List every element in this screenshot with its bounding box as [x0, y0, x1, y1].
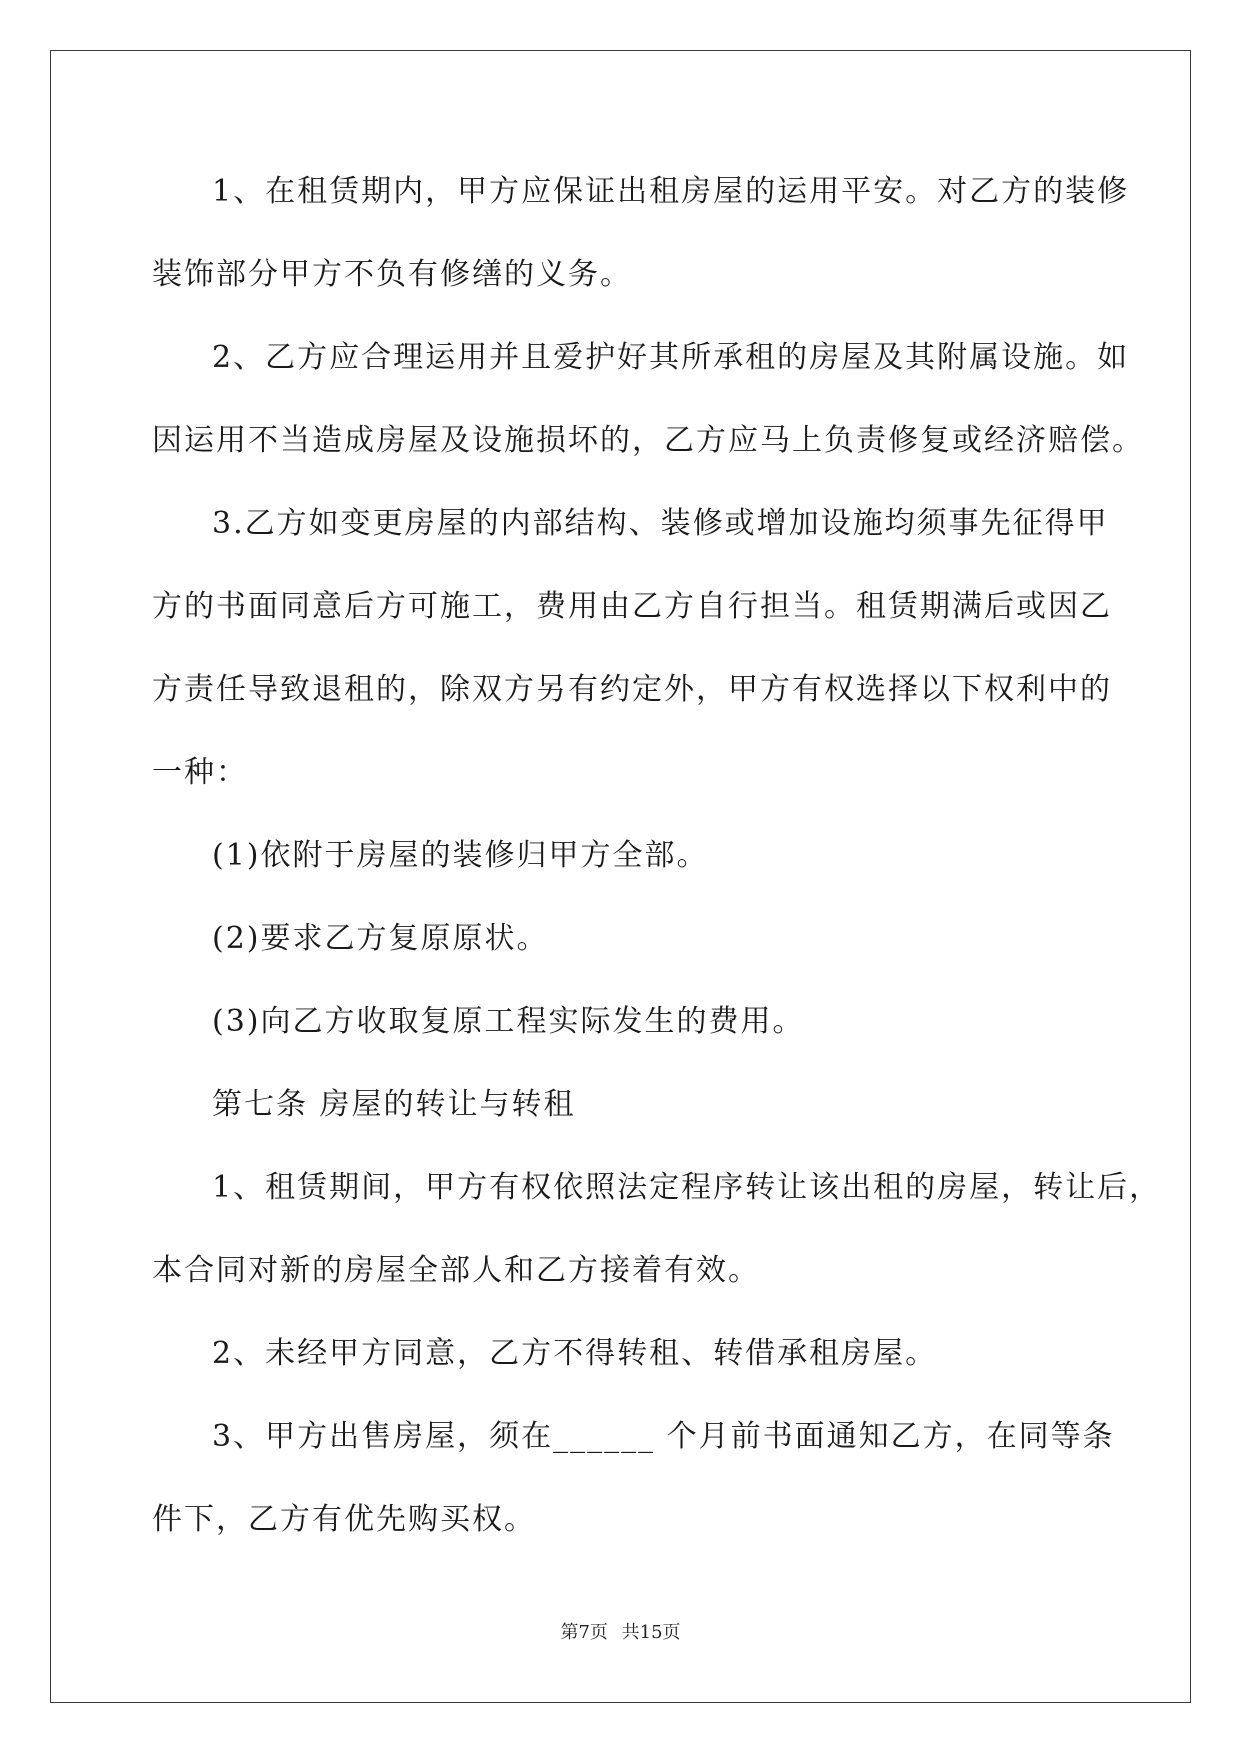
text-line: 装饰部分甲方不负有修缮的义务。: [152, 257, 632, 292]
text-line: 件下，乙方有优先购买权。: [152, 1502, 536, 1537]
section-heading: 第七条 房屋的转让与转租: [212, 1087, 576, 1122]
text-line: 3.乙方如变更房屋的内部结构、装修或增加设施均须事先征得甲: [212, 506, 1109, 541]
text-line: 2、乙方应合理运用并且爱护好其所承租的房屋及其附属设施。如: [212, 340, 1130, 375]
text-line: (2)要求乙方复原原状。: [212, 921, 549, 956]
page-number-total: 共15页: [621, 1622, 681, 1643]
text-line: 1、在租赁期内，甲方应保证出租房屋的运用平安。对乙方的装修: [212, 174, 1130, 209]
text-line: 1、租赁期间，甲方有权依照法定程序转让该出租的房屋，转让后，: [212, 1170, 1162, 1205]
text-line: 方责任导致退租的，除双方另有约定外，甲方有权选择以下权利中的: [152, 672, 1112, 707]
text-line: 3、甲方出售房屋，须在______ 个月前书面通知乙方，在同等条: [212, 1419, 1115, 1454]
page-number-current: 第7页: [560, 1622, 608, 1643]
text-line: (1)依附于房屋的装修归甲方全部。: [212, 838, 709, 873]
text-line: 方的书面同意后方可施工，费用由乙方自行担当。租赁期满后或因乙: [152, 589, 1112, 624]
text-line: 2、未经甲方同意，乙方不得转租、转借承租房屋。: [212, 1336, 938, 1371]
text-line: 因运用不当造成房屋及设施损坏的，乙方应马上负责修复或经济赔偿。: [152, 423, 1144, 458]
text-line: (3)向乙方收取复原工程实际发生的费用。: [212, 1004, 805, 1039]
text-line: 本合同对新的房屋全部人和乙方接着有效。: [152, 1253, 760, 1288]
text-line: 一种：: [152, 755, 248, 790]
page-footer: [0, 1618, 1241, 1644]
